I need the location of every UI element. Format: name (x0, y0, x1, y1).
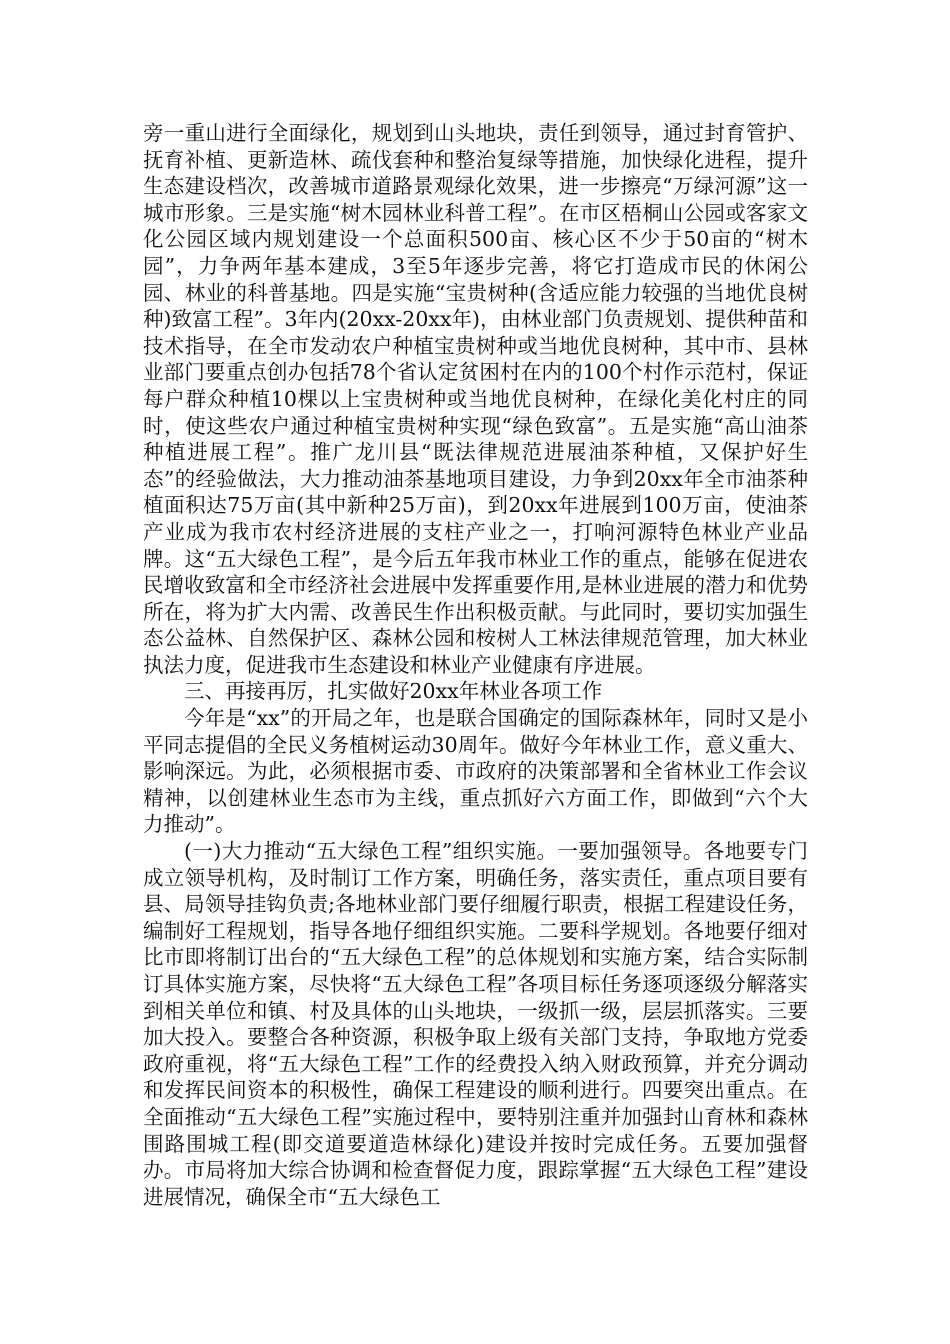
paragraph-greening-projects: 旁一重山进行全面绿化，规划到山头地块，责任到领导，通过封育管护、抚育补植、更新造林、疏伐套种和整治复绿等措施，加快绿化进程，提升生态建设档次，改善城市道路景观绿化效果，进一步擦亮“万绿河源”这一城市形象。三是实施“树木园林业科普工程”。在市区梧桐山公园或客家文化公园区域内规划建设一个总面积500亩、核心区不少于50亩的“树木园”，力争两年基本建成，3至5年逐步完善，将它打造成市民的休闲公园、林业的科普基地。四是实施“宝贵树种(含适应能力较强的当地优良树种)致富工程”。3年内(20xx-20xx年)，由林业部门负责规划、提供种苗和技术指导，在全市发动农户种植宝贵树种或当地优良树种，其中市、县林业部门要重点创办包括78个省认定贫困村在内的100个村作示范村，保证每户群众种植10棵以上宝贵树种或当地优良树种，在绿化美化村庄的同时，使这些农户通过种植宝贵树种实现“绿色致富”。五是实施“高山油茶种植进展工程”。推广龙川县“既法律规范进展油茶种植，又保护好生态”的经验做法，大力推动油茶基地项目建设，力争到20xx年全市油茶种植面积达75万亩(其中新种25万亩)，到20xx年进展到100万亩，使油茶产业成为我市农村经济进展的支柱产业之一，打响河源特色林业产业品牌。这“五大绿色工程”，是今后五年我市林业工作的重点，能够在促进农民增收致富和全市经济社会进展中发挥重要作用,是林业进展的潜力和优势所在，将为扩大内需、改善民生作出积极贡献。与此同时，要切实加强生态公益林、自然保护区、森林公园和桉树人工林法律规范管理，加大林业执法力度，促进我市生态建设和林业产业健康有序进展。 (143, 121, 808, 677)
document-page (143, 120, 808, 1210)
paragraph-year-overview: 今年是“xx”的开局之年，也是联合国确定的国际森林年，同时又是小平同志提倡的全民义务植树运动30周年。做好今年林业工作，意义重大、影响深远。为此，必须根据市委、市政府的决策部署和全省林业工作会议精神，以创建林业生态市为主线，重点抓好六方面工作，即做到“六个大力推动”。 (143, 706, 808, 837)
paragraph-five-green-projects-implementation: (一)大力推动“五大绿色工程”组织实施。一要加强领导。各地要专门成立领导机构，及时制订工作方案，明确任务，落实责任，重点项目要有县、局领导挂钩负责;各地林业部门要仔细履行职责，根据工程建设任务，编制好工程规划，指导各地仔细组织实施。二要科学规划。各地要仔细对比市即将制订出台的“五大绿色工程”的总体规划和实施方案，结合实际制订具体实施方案，尽快将“五大绿色工程”各项目标任务逐项逐级分解落实到相关单位和镇、村及具体的山头地块，一级抓一级，层层抓落实。三要加大投入。要整合各种资源，积极争取上级有关部门支持，争取地方党委政府重视，将“五大绿色工程”工作的经费投入纳入财政预算，并充分调动和发挥民间资本的积极性，确保工程建设的顺利进行。四要突出重点。在全面推动“五大绿色工程”实施过程中，要特别注重并加强封山育林和森林围路围城工程(即交道要道造林绿化)建设并按时完成任务。五要加强督办。市局将加大综合协调和检查督促力度，跟踪掌握“五大绿色工程”建设进展情况，确保全市“五大绿色工 (143, 839, 808, 1209)
section-heading-2011-work: 三、再接再厉，扎实做好20xx年林业各项工作 (184, 679, 603, 704)
